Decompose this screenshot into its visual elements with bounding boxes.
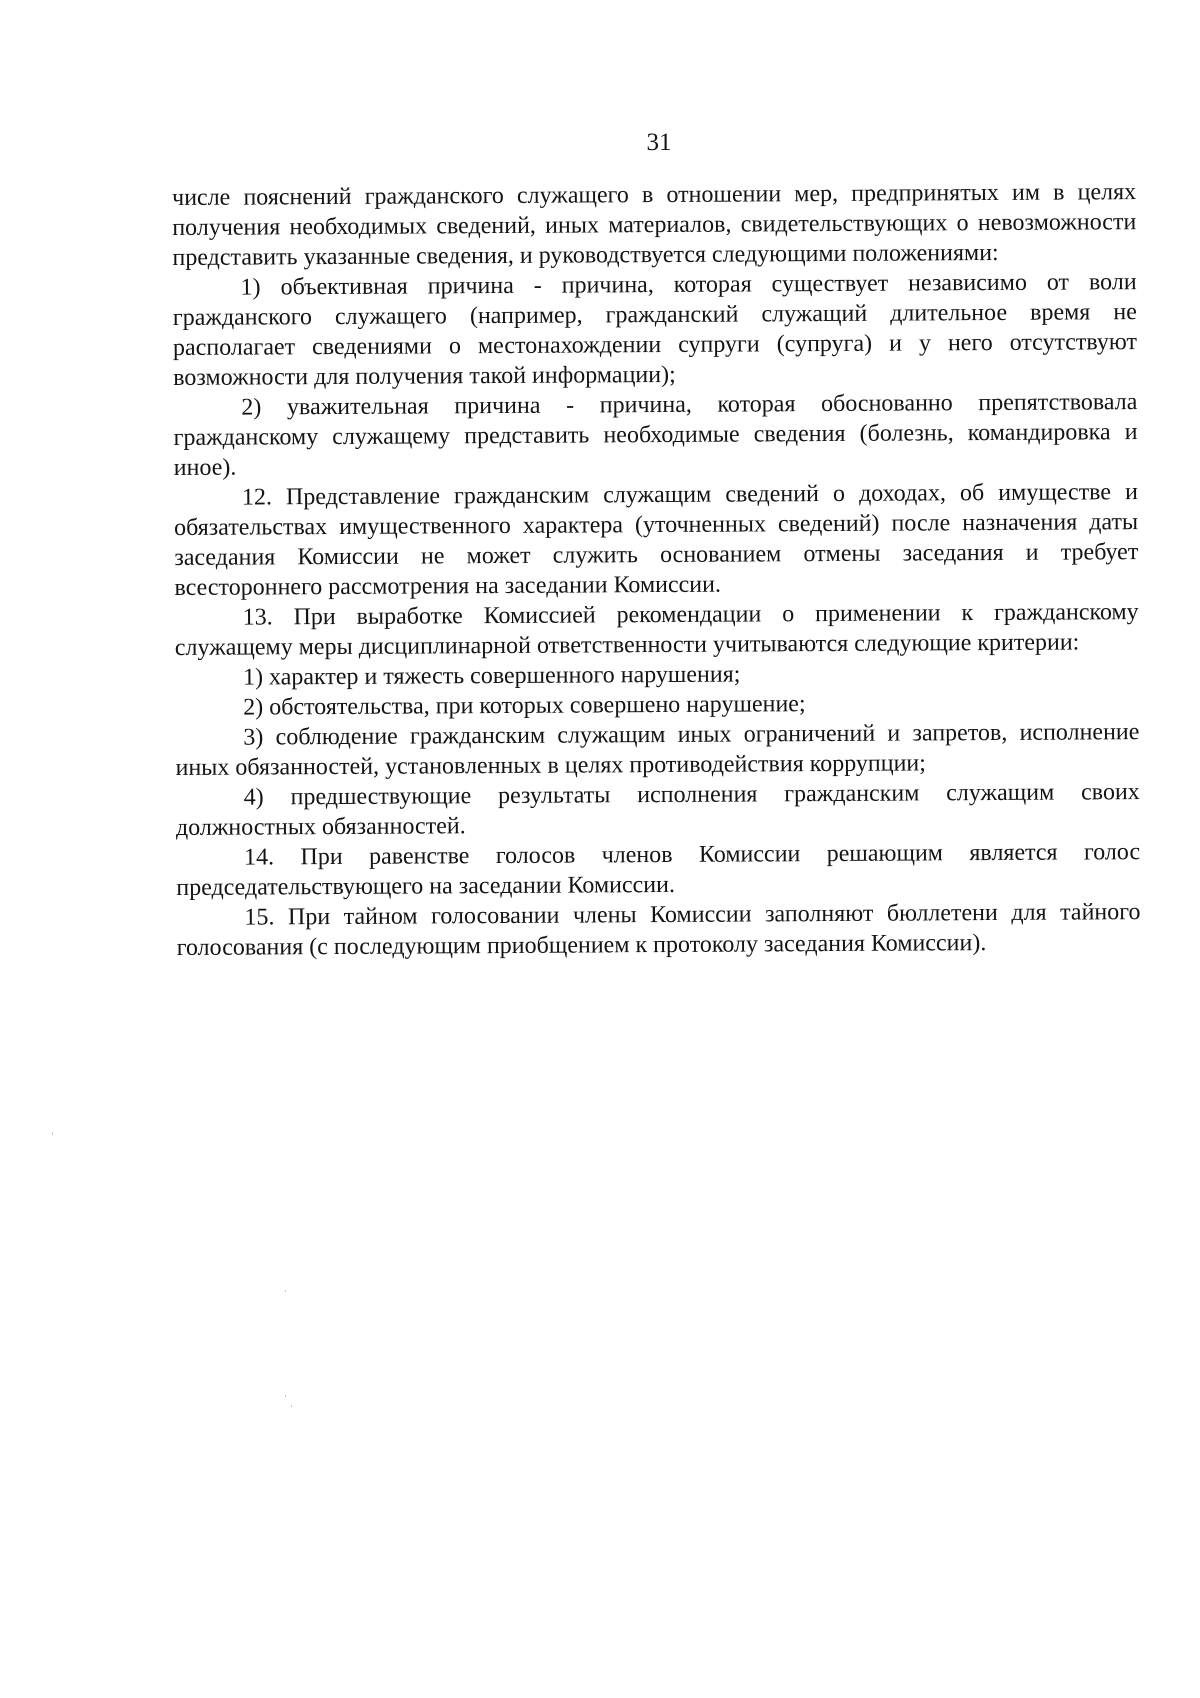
criterion-4: 4) предшествующие результаты исполнения гражданским служащим своих должностных обязанностей.	[175, 779, 1140, 841]
scan-artifact-mark	[285, 1395, 286, 1397]
paragraph-12: 12. Представление гражданским служащим сведений о доходах, об имуществе и обязательствах имущественного характера (уточненных сведений) после назначения даты заседания Комиссии не может служить основанием отмены заседания и требует всестороннего рассмотрения на заседании Комиссии.	[174, 479, 1139, 601]
paragraph-objective-reason: 1) объективная причина - причина, которая существует независимо от воли гражданского служащего (например, гражданский служащий длительное время не располагает сведениями о местонахождении супруги (супруга) и у него отсутствуют возможности для получения такой информации);	[172, 269, 1138, 391]
document-body	[172, 177, 1141, 963]
scan-artifact-mark	[285, 1290, 286, 1292]
scan-artifact-mark	[52, 1132, 53, 1135]
page-number: 31	[646, 129, 672, 156]
criterion-3: 3) соблюдение гражданским служащим иных ограничений и запретов, исполнение иных обязанностей, установленных в целях противодействия коррупции;	[175, 719, 1140, 781]
paragraph-13: 13. При выработке Комиссией рекомендации о применении к гражданскому служащему меры дисциплинарной ответственности учитываются следующие критерии:	[174, 599, 1139, 661]
paragraph-continuation: числе пояснений гражданского служащего в отношении мер, предпринятых им в целях получения необходимых сведений, иных материалов, свидетельствующих о невозможности представить указанные сведения, и руководствуется следующими положениями:	[172, 179, 1137, 271]
paragraph-14: 14. При равенстве голосов членов Комиссии решающим является голос председательствующего на заседании Комиссии.	[176, 839, 1141, 901]
scan-artifact-mark	[291, 1405, 292, 1407]
paragraph-15: 15. При тайном голосовании члены Комиссии заполняют бюллетени для тайного голосования (с последующим приобщением к протоколу заседания Комиссии).	[176, 899, 1141, 961]
paragraph-valid-reason: 2) уважительная причина - причина, которая обоснованно препятствовала гражданскому служащему представить необходимые сведения (болезнь, командировка и иное).	[173, 389, 1138, 481]
criterion-2: 2) обстоятельства, при которых совершено нарушение;	[243, 691, 806, 721]
criterion-1: 1) характер и тяжесть совершенного нарушения;	[242, 661, 741, 691]
